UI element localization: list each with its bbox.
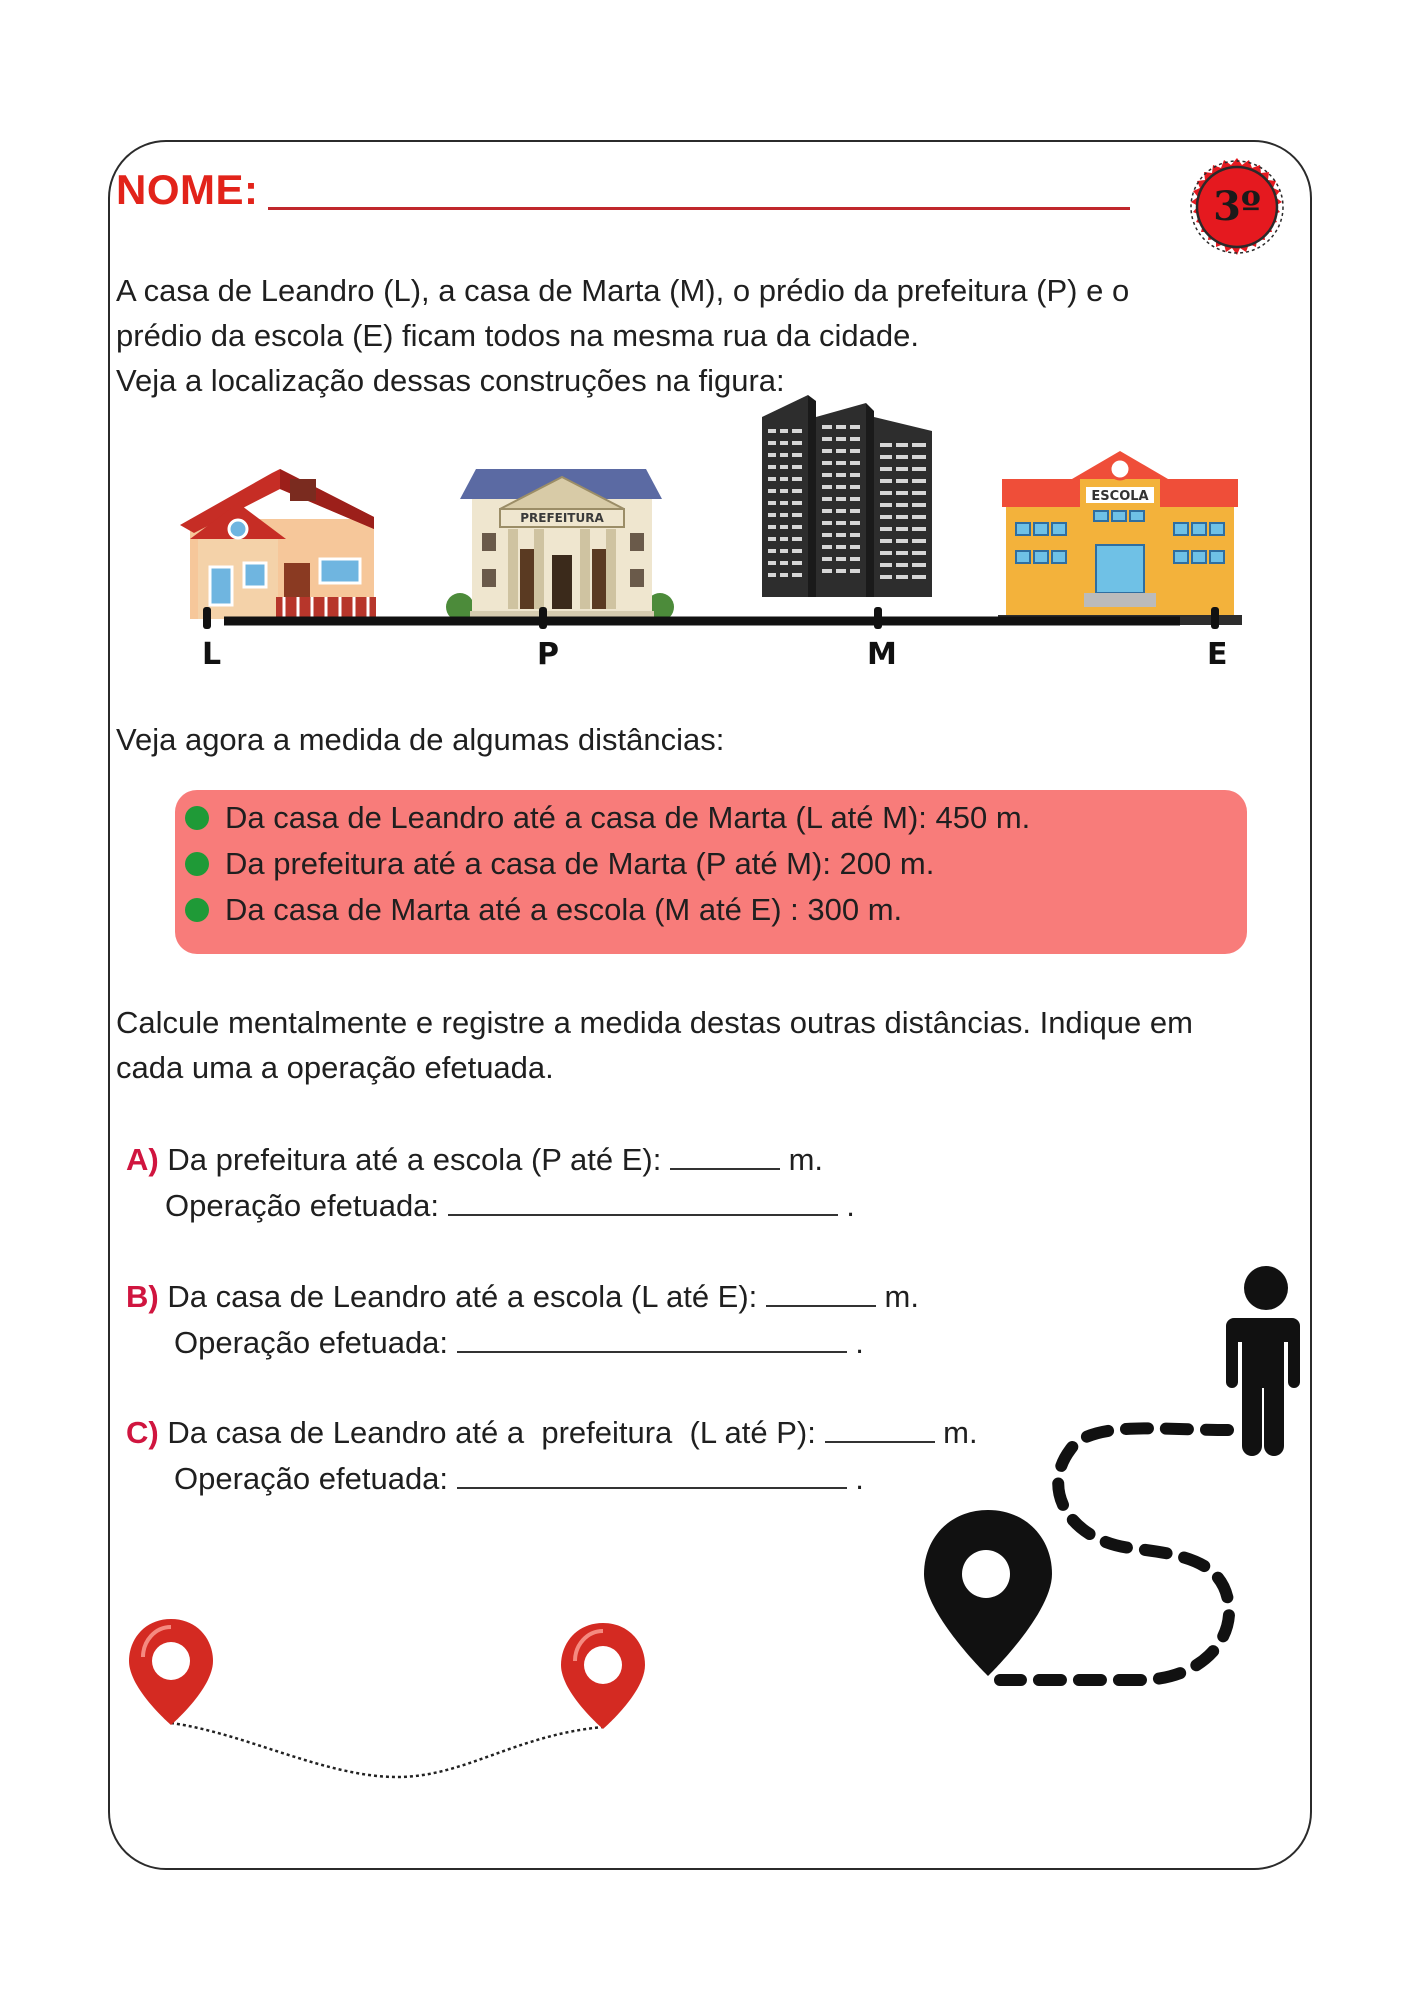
grade-badge-text: 3º [1213, 183, 1261, 230]
intro-line-2: prédio da escola (E) ficam todos na mesma rua da cidade. [116, 318, 919, 353]
person-icon [1226, 1266, 1300, 1456]
point-label-m: M [867, 637, 897, 672]
grade-badge [1176, 146, 1298, 268]
intro-paragraph [116, 268, 1129, 403]
point-label-p: P [537, 637, 559, 672]
dotted-path-icon [171, 1723, 603, 1777]
house-icon [180, 469, 382, 623]
distances-intro: Veja agora a medida de algumas distâncias: [116, 722, 725, 757]
operation-blank[interactable] [448, 1188, 838, 1216]
operation-a: Operação efetuada: . [165, 1188, 855, 1223]
point-label-e: E [1207, 637, 1228, 672]
question-letter: A) [126, 1142, 159, 1177]
distance-item: Da casa de Leandro até a casa de Marta (L até M): 450 m. [225, 800, 1030, 836]
task-line-1: Calcule mentalmente e registre a medida destas outras distâncias. Indique em [116, 1005, 1193, 1040]
distances-box [175, 790, 1247, 954]
operation-blank[interactable] [457, 1325, 847, 1353]
pins-illustration [125, 1615, 665, 1785]
point-label-l: L [202, 637, 222, 672]
operation-blank[interactable] [457, 1461, 847, 1489]
answer-blank[interactable] [825, 1415, 935, 1443]
answer-blank[interactable] [766, 1279, 876, 1307]
city-hall-label: PREFEITURA [520, 511, 604, 525]
distance-item: Da casa de Marta até a escola (M até E) : 300 m. [225, 892, 902, 928]
task-paragraph [116, 1000, 1193, 1090]
name-input-line[interactable] [268, 207, 1130, 210]
name-label: NOME: [116, 166, 259, 213]
question-letter: C) [126, 1415, 159, 1450]
street-figure [180, 395, 1250, 675]
question-c: C) Da casa de Leandro até a prefeitura (L até P): m. [126, 1415, 978, 1450]
question-b: B) Da casa de Leandro até a escola (L até E): m. [126, 1279, 919, 1314]
route-illustration [920, 1260, 1310, 1700]
operation-c: Operação efetuada: . [174, 1461, 864, 1496]
school-label: ESCOLA [1091, 489, 1149, 504]
map-pin-icon [129, 1619, 213, 1725]
task-line-2: cada uma a operação efetuada. [116, 1050, 554, 1085]
question-letter: B) [126, 1279, 159, 1314]
bullet-icon [185, 898, 209, 922]
map-pin-icon [561, 1623, 645, 1729]
location-marker-icon [924, 1510, 1052, 1676]
answer-blank[interactable] [670, 1142, 780, 1170]
intro-line-3: Veja a localização dessas construções na figura: [116, 363, 785, 398]
bullet-icon [185, 852, 209, 876]
operation-b: Operação efetuada: . [174, 1325, 864, 1360]
distance-item: Da prefeitura até a casa de Marta (P até M): 200 m. [225, 846, 934, 882]
intro-line-1: A casa de Leandro (L), a casa de Marta (M), o prédio da prefeitura (P) e o [116, 273, 1130, 308]
question-a: A) Da prefeitura até a escola (P até E): m. [126, 1142, 824, 1177]
city-hall-icon [446, 469, 674, 625]
bullet-icon [185, 806, 209, 830]
skyscraper-icon [762, 395, 932, 597]
school-icon [998, 451, 1242, 625]
